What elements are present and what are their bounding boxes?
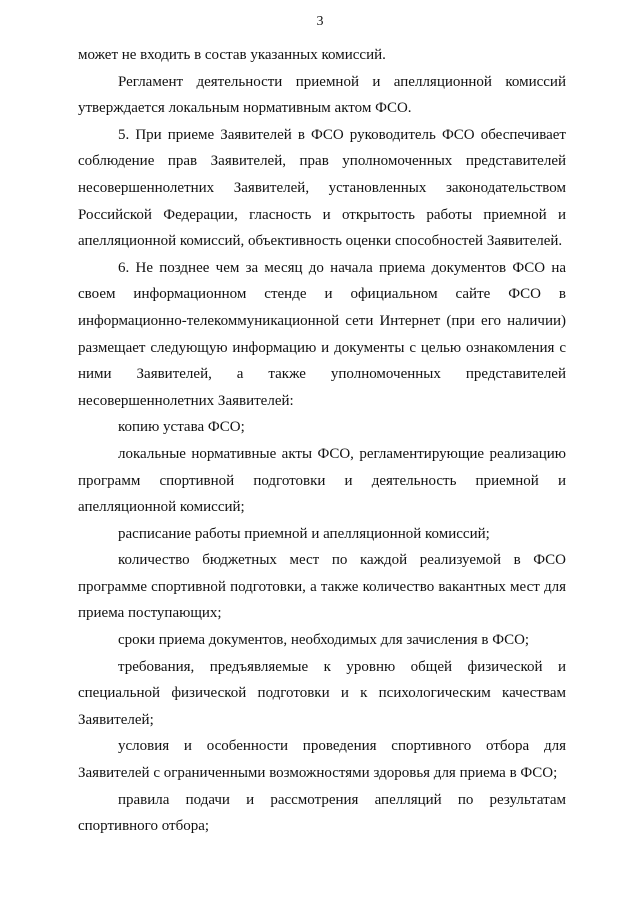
list-item-requirements: требования, предъявляемые к уровню общей физической и специальной физической подготовки и к психологическим качествам Заявителей; xyxy=(78,658,566,728)
page-number: 3 xyxy=(316,14,324,29)
list-item-schedule: расписание работы приемной и апелляционной комиссий; xyxy=(118,525,490,542)
list-item-local-acts: локальные нормативные акты ФСО, регламентирующие реализацию программ спортивной подготовки и деятельность приемной и апелляционной комиссий; xyxy=(78,445,566,516)
paragraph-clause-6: 6. Не позднее чем за месяц до начала приема документов ФСО на своем информационном стенде и официальном сайте ФСО в информационно-телекоммуникационной сети Интернет (при его наличии) размещает следующую информацию и документы с целью ознакомления с ними Заявителей, а также уполномоченных представителей несовершеннолетних Заявителей: xyxy=(78,259,566,409)
list-item-conditions: условия и особенности проведения спортивного отбора для Заявителей с ограниченными возможностями здоровья для приема в ФСО; xyxy=(78,738,566,782)
list-item-appeal-rules: правила подачи и рассмотрения апелляций по результатам спортивного отбора; xyxy=(78,791,566,835)
document-body xyxy=(78,42,566,840)
list-item-budget-places: количество бюджетных мест по каждой реализуемой в ФСО программе спортивной подготовки, а также количество вакантных мест для приема поступающих; xyxy=(78,552,566,622)
paragraph-continuation: может не входить в состав указанных комиссий. xyxy=(78,47,386,63)
list-item-deadlines: сроки приема документов, необходимых для зачисления в ФСО; xyxy=(118,632,530,649)
list-item-charter: копию устава ФСО; xyxy=(118,419,245,436)
paragraph-clause-5: 5. При приеме Заявителей в ФСО руководитель ФСО обеспечивает соблюдение прав Заявителей, прав уполномоченных представителей несовершеннолетних Заявителей, установленных законодательством Российской Федерации, гласность и открытость работы приемной и апелляционной комиссий, объективность оценки способностей Заявителей. xyxy=(78,126,566,250)
paragraph-regulation: Регламент деятельности приемной и апелляционной комиссий утверждается локальным нормативным актом ФСО. xyxy=(78,73,566,117)
